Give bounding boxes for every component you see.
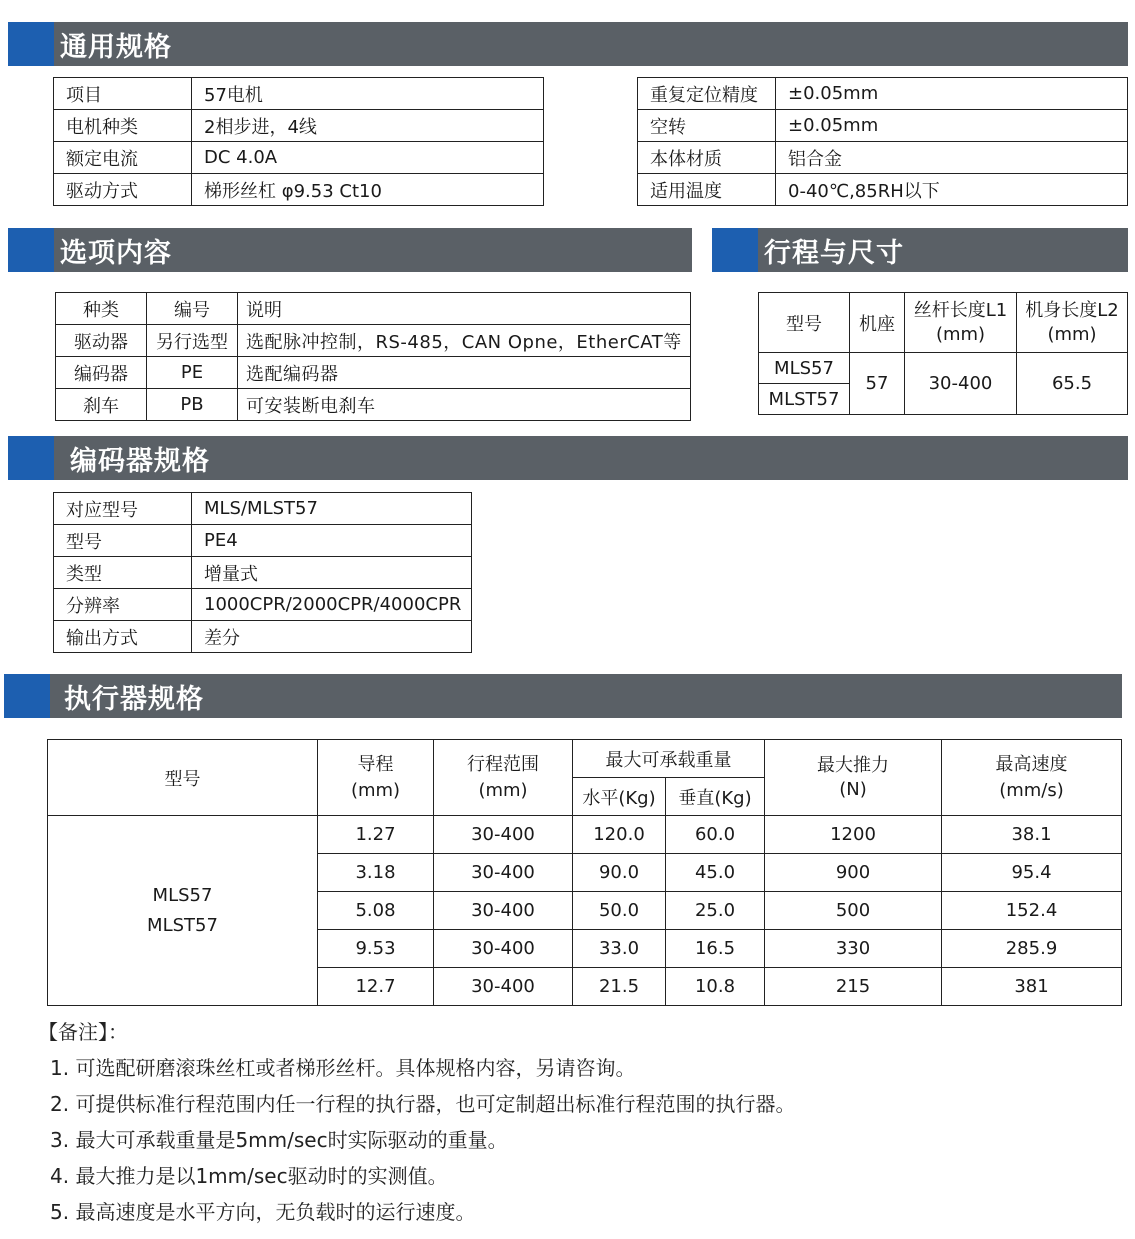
section-title: 行程与尺寸 — [764, 237, 904, 269]
options-cell: 选配编码器 — [238, 357, 691, 389]
actuator-cell: 330 — [765, 930, 942, 968]
actuator-cell: 381 — [942, 968, 1122, 1006]
notes-title: 【备注】： — [38, 1020, 128, 1044]
actuator-cell: 3.18 — [318, 854, 434, 892]
stroke-size-table — [758, 292, 1128, 415]
options-row — [56, 389, 691, 421]
stroke-header-l1: 丝杆长度L1 (mm) — [905, 293, 1017, 353]
options-header: 说明 — [238, 293, 691, 325]
general-left-label: 电机种类 — [54, 110, 192, 142]
stroke-model-2: MLST57 — [759, 384, 850, 415]
encoder-label: 对应型号 — [54, 493, 192, 525]
section-header-general — [8, 22, 1128, 66]
options-cell: 选配脉冲控制，RS-485，CAN Opne，EtherCAT等 — [238, 325, 691, 357]
actuator-cell: 95.4 — [942, 854, 1122, 892]
actuator-cell: 25.0 — [666, 892, 765, 930]
stroke-l2: 65.5 — [1017, 353, 1128, 415]
general-right-label: 适用温度 — [638, 174, 776, 206]
encoder-row — [54, 621, 472, 653]
general-right-value: 0-40℃,85RH以下 — [776, 174, 1128, 206]
note-item: 3. 最大可承载重量是5mm/sec时实际驱动的重量。 — [50, 1128, 508, 1152]
actuator-cell: 16.5 — [666, 930, 765, 968]
general-right-row — [638, 78, 1128, 110]
general-left-label: 驱动方式 — [54, 174, 192, 206]
actuator-header-vertical: 垂直(Kg) — [666, 778, 765, 816]
actuator-cell: 285.9 — [942, 930, 1122, 968]
general-left-row — [54, 142, 544, 174]
general-right-label: 本体材质 — [638, 142, 776, 174]
actuator-cell: 120.0 — [573, 816, 666, 854]
actuator-header-force: 最大推力 (N) — [765, 740, 942, 816]
general-right-label: 空转 — [638, 110, 776, 142]
encoder-value: 差分 — [192, 621, 472, 653]
encoder-value: 增量式 — [192, 557, 472, 589]
section-header-stroke — [712, 228, 1128, 272]
actuator-cell: 215 — [765, 968, 942, 1006]
actuator-cell: 152.4 — [942, 892, 1122, 930]
general-left-value: 梯形丝杠 φ9.53 Ct10 — [192, 174, 544, 206]
actuator-cell: 50.0 — [573, 892, 666, 930]
encoder-value: MLS/MLST57 — [192, 493, 472, 525]
actuator-cell: 10.8 — [666, 968, 765, 1006]
general-right-value: ±0.05mm — [776, 110, 1128, 142]
encoder-label: 型号 — [54, 525, 192, 557]
encoder-row — [54, 589, 472, 621]
section-header-actuator — [4, 674, 1122, 718]
note-item: 5. 最高速度是水平方向，无负载时的运行速度。 — [50, 1200, 476, 1224]
options-cell: 可安装断电刹车 — [238, 389, 691, 421]
actuator-cell: 900 — [765, 854, 942, 892]
actuator-model: MLS57 MLST57 — [48, 816, 318, 1006]
encoder-value: 1000CPR/2000CPR/4000CPR — [192, 589, 472, 621]
notes — [38, 1014, 795, 1230]
options-cell: 编码器 — [56, 357, 147, 389]
stroke-header-l2: 机身长度L2 (mm) — [1017, 293, 1128, 353]
general-right-row — [638, 174, 1128, 206]
stroke-l1: 30-400 — [905, 353, 1017, 415]
actuator-cell: 60.0 — [666, 816, 765, 854]
options-header: 种类 — [56, 293, 147, 325]
encoder-label: 分辨率 — [54, 589, 192, 621]
options-row — [56, 357, 691, 389]
actuator-cell: 1200 — [765, 816, 942, 854]
actuator-cell: 1.27 — [318, 816, 434, 854]
encoder-label: 输出方式 — [54, 621, 192, 653]
actuator-cell: 30-400 — [434, 854, 573, 892]
note-item: 1. 可选配研磨滚珠丝杠或者梯形丝杆。具体规格内容，另请咨询。 — [50, 1056, 636, 1080]
actuator-cell: 30-400 — [434, 968, 573, 1006]
actuator-cell: 9.53 — [318, 930, 434, 968]
actuator-cell: 30-400 — [434, 930, 573, 968]
options-header: 编号 — [147, 293, 238, 325]
actuator-cell: 30-400 — [434, 816, 573, 854]
actuator-table — [47, 739, 1122, 1006]
general-right-row — [638, 142, 1128, 174]
general-left-label: 额定电流 — [54, 142, 192, 174]
general-left-row — [54, 78, 544, 110]
encoder-row — [54, 557, 472, 589]
options-cell: 另行选型 — [147, 325, 238, 357]
general-right-label: 重复定位精度 — [638, 78, 776, 110]
encoder-label: 类型 — [54, 557, 192, 589]
actuator-header-horizontal: 水平(Kg) — [573, 778, 666, 816]
stroke-header-base: 机座 — [850, 293, 905, 353]
actuator-cell: 500 — [765, 892, 942, 930]
actuator-cell: 30-400 — [434, 892, 573, 930]
stroke-base: 57 — [850, 353, 905, 415]
actuator-cell: 90.0 — [573, 854, 666, 892]
actuator-header-range: 行程范围 (mm) — [434, 740, 573, 816]
general-left-label: 项目 — [54, 78, 192, 110]
section-title: 选项内容 — [60, 237, 172, 269]
section-title: 执行器规格 — [64, 683, 204, 715]
general-left-value: 57电机 — [192, 78, 544, 110]
actuator-header-speed: 最高速度 (mm/s) — [942, 740, 1122, 816]
section-title: 编码器规格 — [70, 445, 210, 477]
actuator-cell: 5.08 — [318, 892, 434, 930]
section-title: 通用规格 — [60, 31, 172, 63]
actuator-cell: 38.1 — [942, 816, 1122, 854]
stroke-model-1: MLS57 — [759, 353, 850, 384]
general-right-value: 铝合金 — [776, 142, 1128, 174]
general-left-row — [54, 174, 544, 206]
actuator-cell: 12.7 — [318, 968, 434, 1006]
options-cell: PB — [147, 389, 238, 421]
general-right-row — [638, 110, 1128, 142]
encoder-row — [54, 493, 472, 525]
options-cell: 驱动器 — [56, 325, 147, 357]
options-cell: PE — [147, 357, 238, 389]
options-table — [55, 292, 691, 421]
actuator-header-model: 型号 — [48, 740, 318, 816]
actuator-header-lead: 导程 (mm) — [318, 740, 434, 816]
note-item: 2. 可提供标准行程范围内任一行程的执行器，也可定制超出标准行程范围的执行器。 — [50, 1092, 796, 1116]
general-spec-table-right — [637, 77, 1128, 206]
general-spec-table-left — [53, 77, 544, 206]
actuator-cell: 21.5 — [573, 968, 666, 1006]
section-header-encoder — [8, 436, 1128, 480]
actuator-cell: 33.0 — [573, 930, 666, 968]
actuator-header-load: 最大可承载重量 — [573, 740, 765, 778]
actuator-cell: 45.0 — [666, 854, 765, 892]
general-left-row — [54, 110, 544, 142]
general-left-value: DC 4.0A — [192, 142, 544, 174]
general-right-value: ±0.05mm — [776, 78, 1128, 110]
encoder-table — [53, 492, 472, 653]
actuator-row — [48, 816, 1122, 854]
general-left-value: 2相步进，4线 — [192, 110, 544, 142]
encoder-row — [54, 525, 472, 557]
options-row — [56, 325, 691, 357]
options-cell: 刹车 — [56, 389, 147, 421]
stroke-header-model: 型号 — [759, 293, 850, 353]
note-item: 4. 最大推力是以1mm/sec驱动时的实测值。 — [50, 1164, 448, 1188]
encoder-value: PE4 — [192, 525, 472, 557]
section-header-options — [8, 228, 692, 272]
